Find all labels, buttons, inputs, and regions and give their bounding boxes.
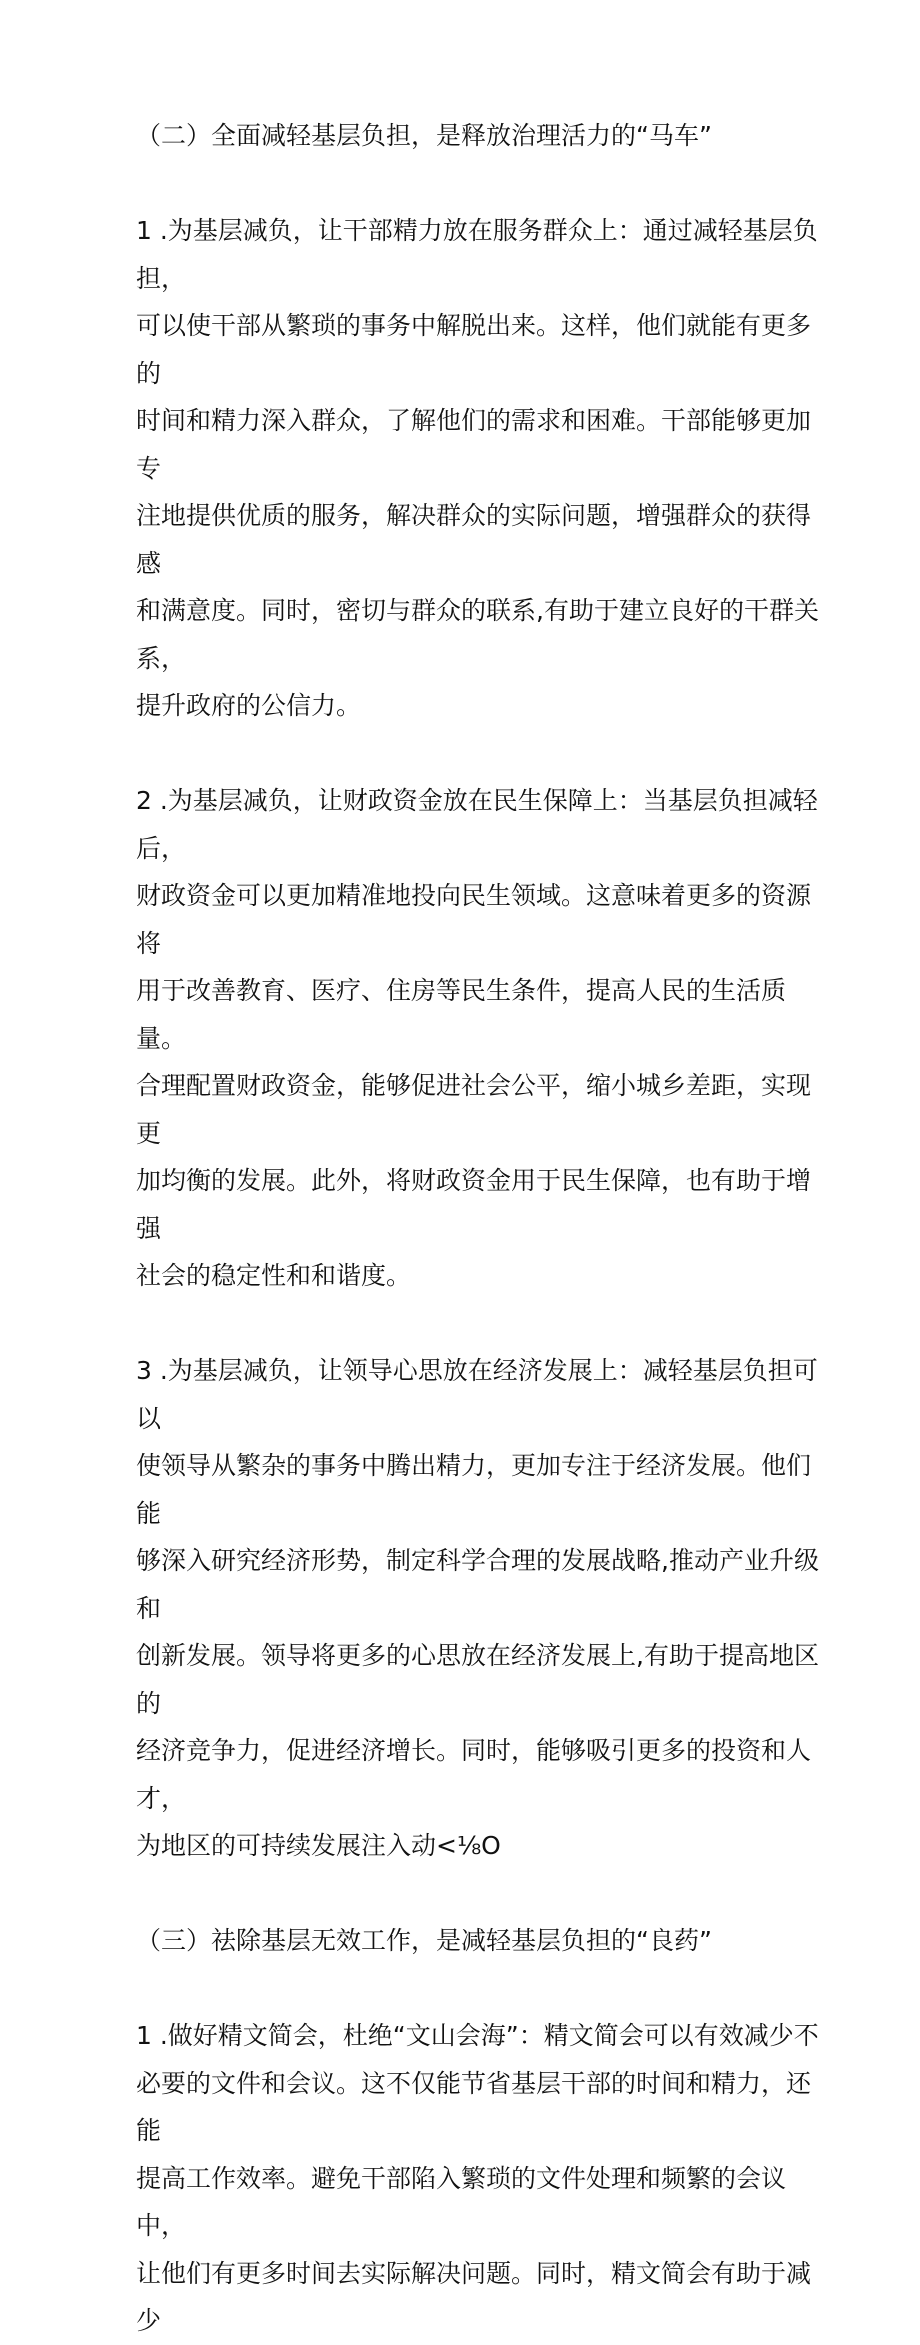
paragraph-2-1: 1 .为基层减负，让干部精力放在服务群众上：通过减轻基层负担， 可以使干部从繁琐的事务中解脱出来。这样，他们就能有更多的 时间和精力深入群众，了解他们的需求和困难。干部能够更加专 注地提供优质的服务，解决群众的实际问题，增强群众的获得感 和满意度。同时，密切与群众的联系,有助于建立良好的干群关系， 提升政府的公信力。 (136, 216, 819, 720)
paragraph-gap (136, 1300, 826, 1348)
paragraph-gap (136, 1870, 826, 1918)
section-heading-3: （三）祛除基层无效工作，是减轻基层负担的“良药” (136, 1926, 712, 1955)
section-heading-2: （二）全面减轻基层负担，是释放治理活力的“马车” (136, 121, 712, 150)
paragraph-gap (136, 730, 826, 778)
document-page (136, 112, 826, 2345)
paragraph-2-3: 3 .为基层减负，让领导心思放在经济发展上：减轻基层负担可以 使领导从繁杂的事务中腾出精力，更加专注于经济发展。他们能 够深入研究经济形势，制定科学合理的发展战略,推动产业升级和 创新发展。领导将更多的心思放在经济发展上,有助于提高地区的 经济竞争力，促进经济增长。同时，能够吸引更多的投资和人才， 为地区的可持续发展注入动<⅛O (136, 1356, 819, 1860)
paragraph-gap (136, 160, 826, 208)
paragraph-gap (136, 1965, 826, 2013)
paragraph-2-2: 2 .为基层减负，让财政资金放在民生保障上：当基层负担减轻后， 财政资金可以更加精准地投向民生领域。这意味着更多的资源将 用于改善教育、医疗、住房等民生条件，提高人民的生活质量。 合理配置财政资金，能够促进社会公平，缩小城乡差距，实现更 加均衡的发展。此外，将财政资金用于民生保障，也有助于增强 社会的稳定性和和谐度。 (136, 786, 818, 1290)
paragraph-3-1: 1 .做好精文简会，杜绝“文山会海”：精文简会可以有效减少不 必要的文件和会议。这不仅能节省基层干部的时间和精力，还能 提高工作效率。避免干部陷入繁琐的文件处理和频繁的会议中， 让他们有更多时间去实际解决问题。同时，精文简会有助于减少 (136, 2021, 819, 2335)
